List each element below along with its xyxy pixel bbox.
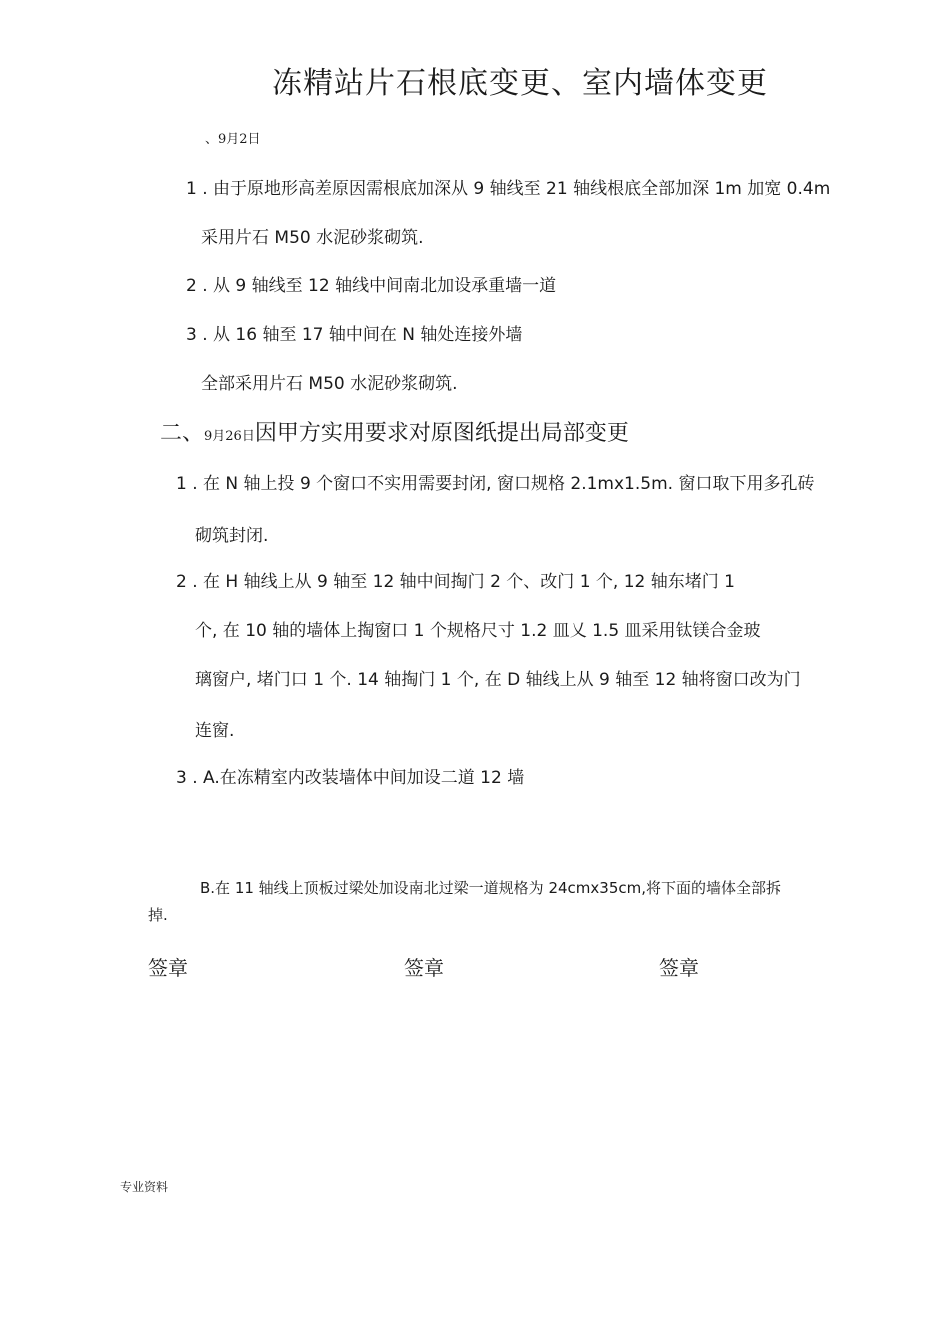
section1-item-3: 3 . 从 16 轴至 17 轴中间在 N 轴处连接外墙 (186, 325, 523, 345)
document-title: 冻精站片石根底变更、室内墙体变更 (272, 66, 768, 101)
section1-item-2: 2 . 从 9 轴线至 12 轴线中间南北加设承重墙一道 (186, 276, 557, 296)
section2-prefix: 二、 (160, 421, 205, 446)
section2-item-2-cont-2: 璃窗户, 堵门口 1 个. 14 轴掏门 1 个, 在 D 轴线上从 9 轴至 12 轴将窗口改为门 (195, 670, 801, 690)
section2-date: 9月26日 (204, 429, 255, 444)
section2-item-1-cont: 砌筑封闭. (195, 526, 269, 546)
section2-heading-text: 因甲方实用要求对原图纸提出局部变更 (254, 421, 629, 446)
section2-item-2-cont-3: 连窗. (195, 721, 235, 741)
section2-item-3b: B.在 11 轴线上顶板过梁处加设南北过梁一道规格为 24cmx35cm,将下面的墙体全部拆 (200, 879, 781, 897)
section1-date: 、9月2日 (205, 132, 261, 147)
section2-heading (160, 416, 629, 447)
signature-label-1: 签章 (148, 956, 188, 980)
section1-item-1-cont: 采用片石 M50 水泥砂浆砌筑. (201, 228, 424, 248)
section2-item-2-cont-1: 个, 在 10 轴的墙体上掏窗口 1 个规格尺寸 1.2 皿乂 1.5 皿采用钛镁合金玻 (195, 621, 761, 641)
signature-label-3: 签章 (659, 956, 699, 980)
page-footer: 专业资料 (120, 1180, 169, 1194)
signature-label-2: 签章 (404, 956, 444, 980)
section2-item-1: 1 . 在 N 轴上投 9 个窗口不实用需要封闭, 窗口规格 2.1mx1.5m. 窗口取下用多孔砖 (176, 474, 815, 494)
section1-item-3-cont: 全部采用片石 M50 水泥砂浆砌筑. (201, 374, 458, 394)
section2-item-2: 2 . 在 H 轴线上从 9 轴至 12 轴中间掏门 2 个、改门 1 个, 12 轴东堵门 1 (176, 572, 735, 592)
section2-item-3b-cont: 掉. (148, 906, 168, 924)
section2-item-3a: 3 . A.在冻精室内改装墙体中间加设二道 12 墙 (176, 768, 525, 788)
section1-item-1: 1 . 由于原地形高差原因需根底加深从 9 轴线至 21 轴线根底全部加深 1m 加宽 0.4m (186, 179, 831, 199)
